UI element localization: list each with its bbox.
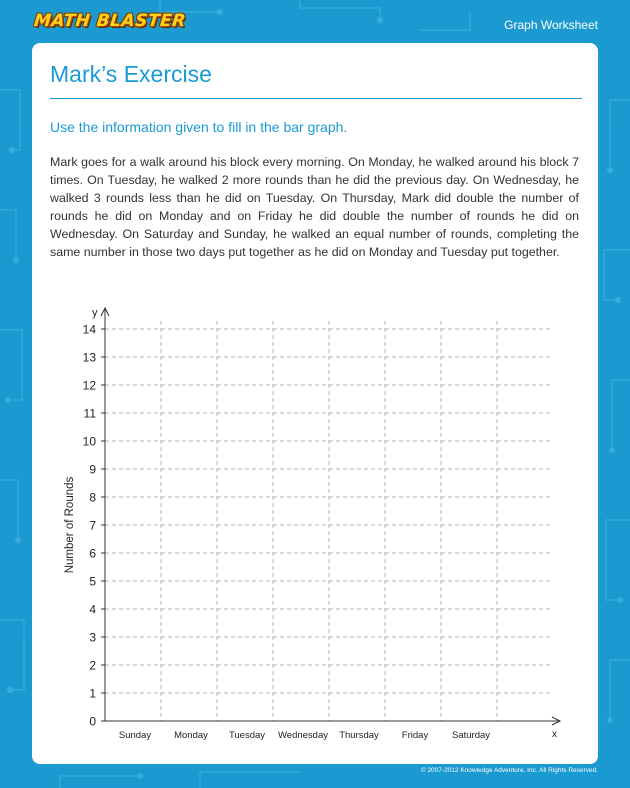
x-category-label: Wednesday — [278, 730, 328, 741]
y-tick-label: 10 — [82, 434, 96, 449]
y-axis-title: Number of Rounds — [64, 476, 76, 574]
x-category-label: Saturday — [451, 730, 491, 741]
y-tick-label: 1 — [89, 686, 96, 701]
problem-text: Mark goes for a walk around his block every morning. On Monday, he walked around his block 7 times. On Tuesday, he walked 2 more rounds than he did the previous day. On Wednesday, he walked 3 rounds less than he did on Tuesday. On Thursday, Mark did double the number of rounds he did on Monday and on Friday he did double the number of rounds he did on Wednesday. On Saturday and Sunday, he walked an equal number of rounds, completing the same number in those two days put together as he did on Monday and Tuesday put together. — [50, 155, 579, 259]
x-category-label: Sunday — [118, 730, 152, 741]
worksheet-sheet — [32, 43, 598, 764]
y-tick-label: 2 — [89, 658, 96, 673]
graph-axes — [101, 308, 560, 725]
y-tick-label: 12 — [82, 378, 96, 393]
bar-graph — [32, 43, 598, 764]
y-tick-label: 0 — [89, 714, 96, 729]
instruction-text: Use the information given to fill in the bar graph. — [50, 119, 348, 135]
y-tick-label: 11 — [83, 406, 96, 421]
math-blaster-logo[interactable]: MATH BLASTER — [32, 11, 187, 31]
y-tick-label: 9 — [89, 462, 96, 477]
y-tick-label: 3 — [89, 630, 96, 645]
grid-lines — [105, 321, 550, 721]
copyright-footer: © 2007-2012 Knowledge Adventure, Inc. All Rights Reserved. — [420, 767, 598, 774]
x-category-label: Tuesday — [228, 730, 266, 741]
y-axis-letter: y — [92, 307, 98, 319]
x-axis-letter: x — [552, 729, 557, 740]
page-title: Mark’s Exercise — [50, 61, 212, 87]
y-tick-label: 13 — [82, 350, 96, 365]
axis-labels — [64, 307, 557, 741]
y-tick-label: 14 — [82, 322, 96, 337]
y-tick-label: 4 — [89, 602, 96, 617]
y-tick-label: 5 — [89, 574, 96, 589]
worksheet-type-label: Graph Worksheet — [504, 18, 598, 32]
x-category-label: Thursday — [339, 730, 379, 741]
x-category-label: Monday — [174, 730, 208, 741]
y-tick-label: 8 — [89, 490, 96, 505]
x-category-label: Friday — [401, 730, 429, 741]
y-tick-label: 6 — [89, 546, 96, 561]
y-tick-label: 7 — [89, 518, 96, 533]
